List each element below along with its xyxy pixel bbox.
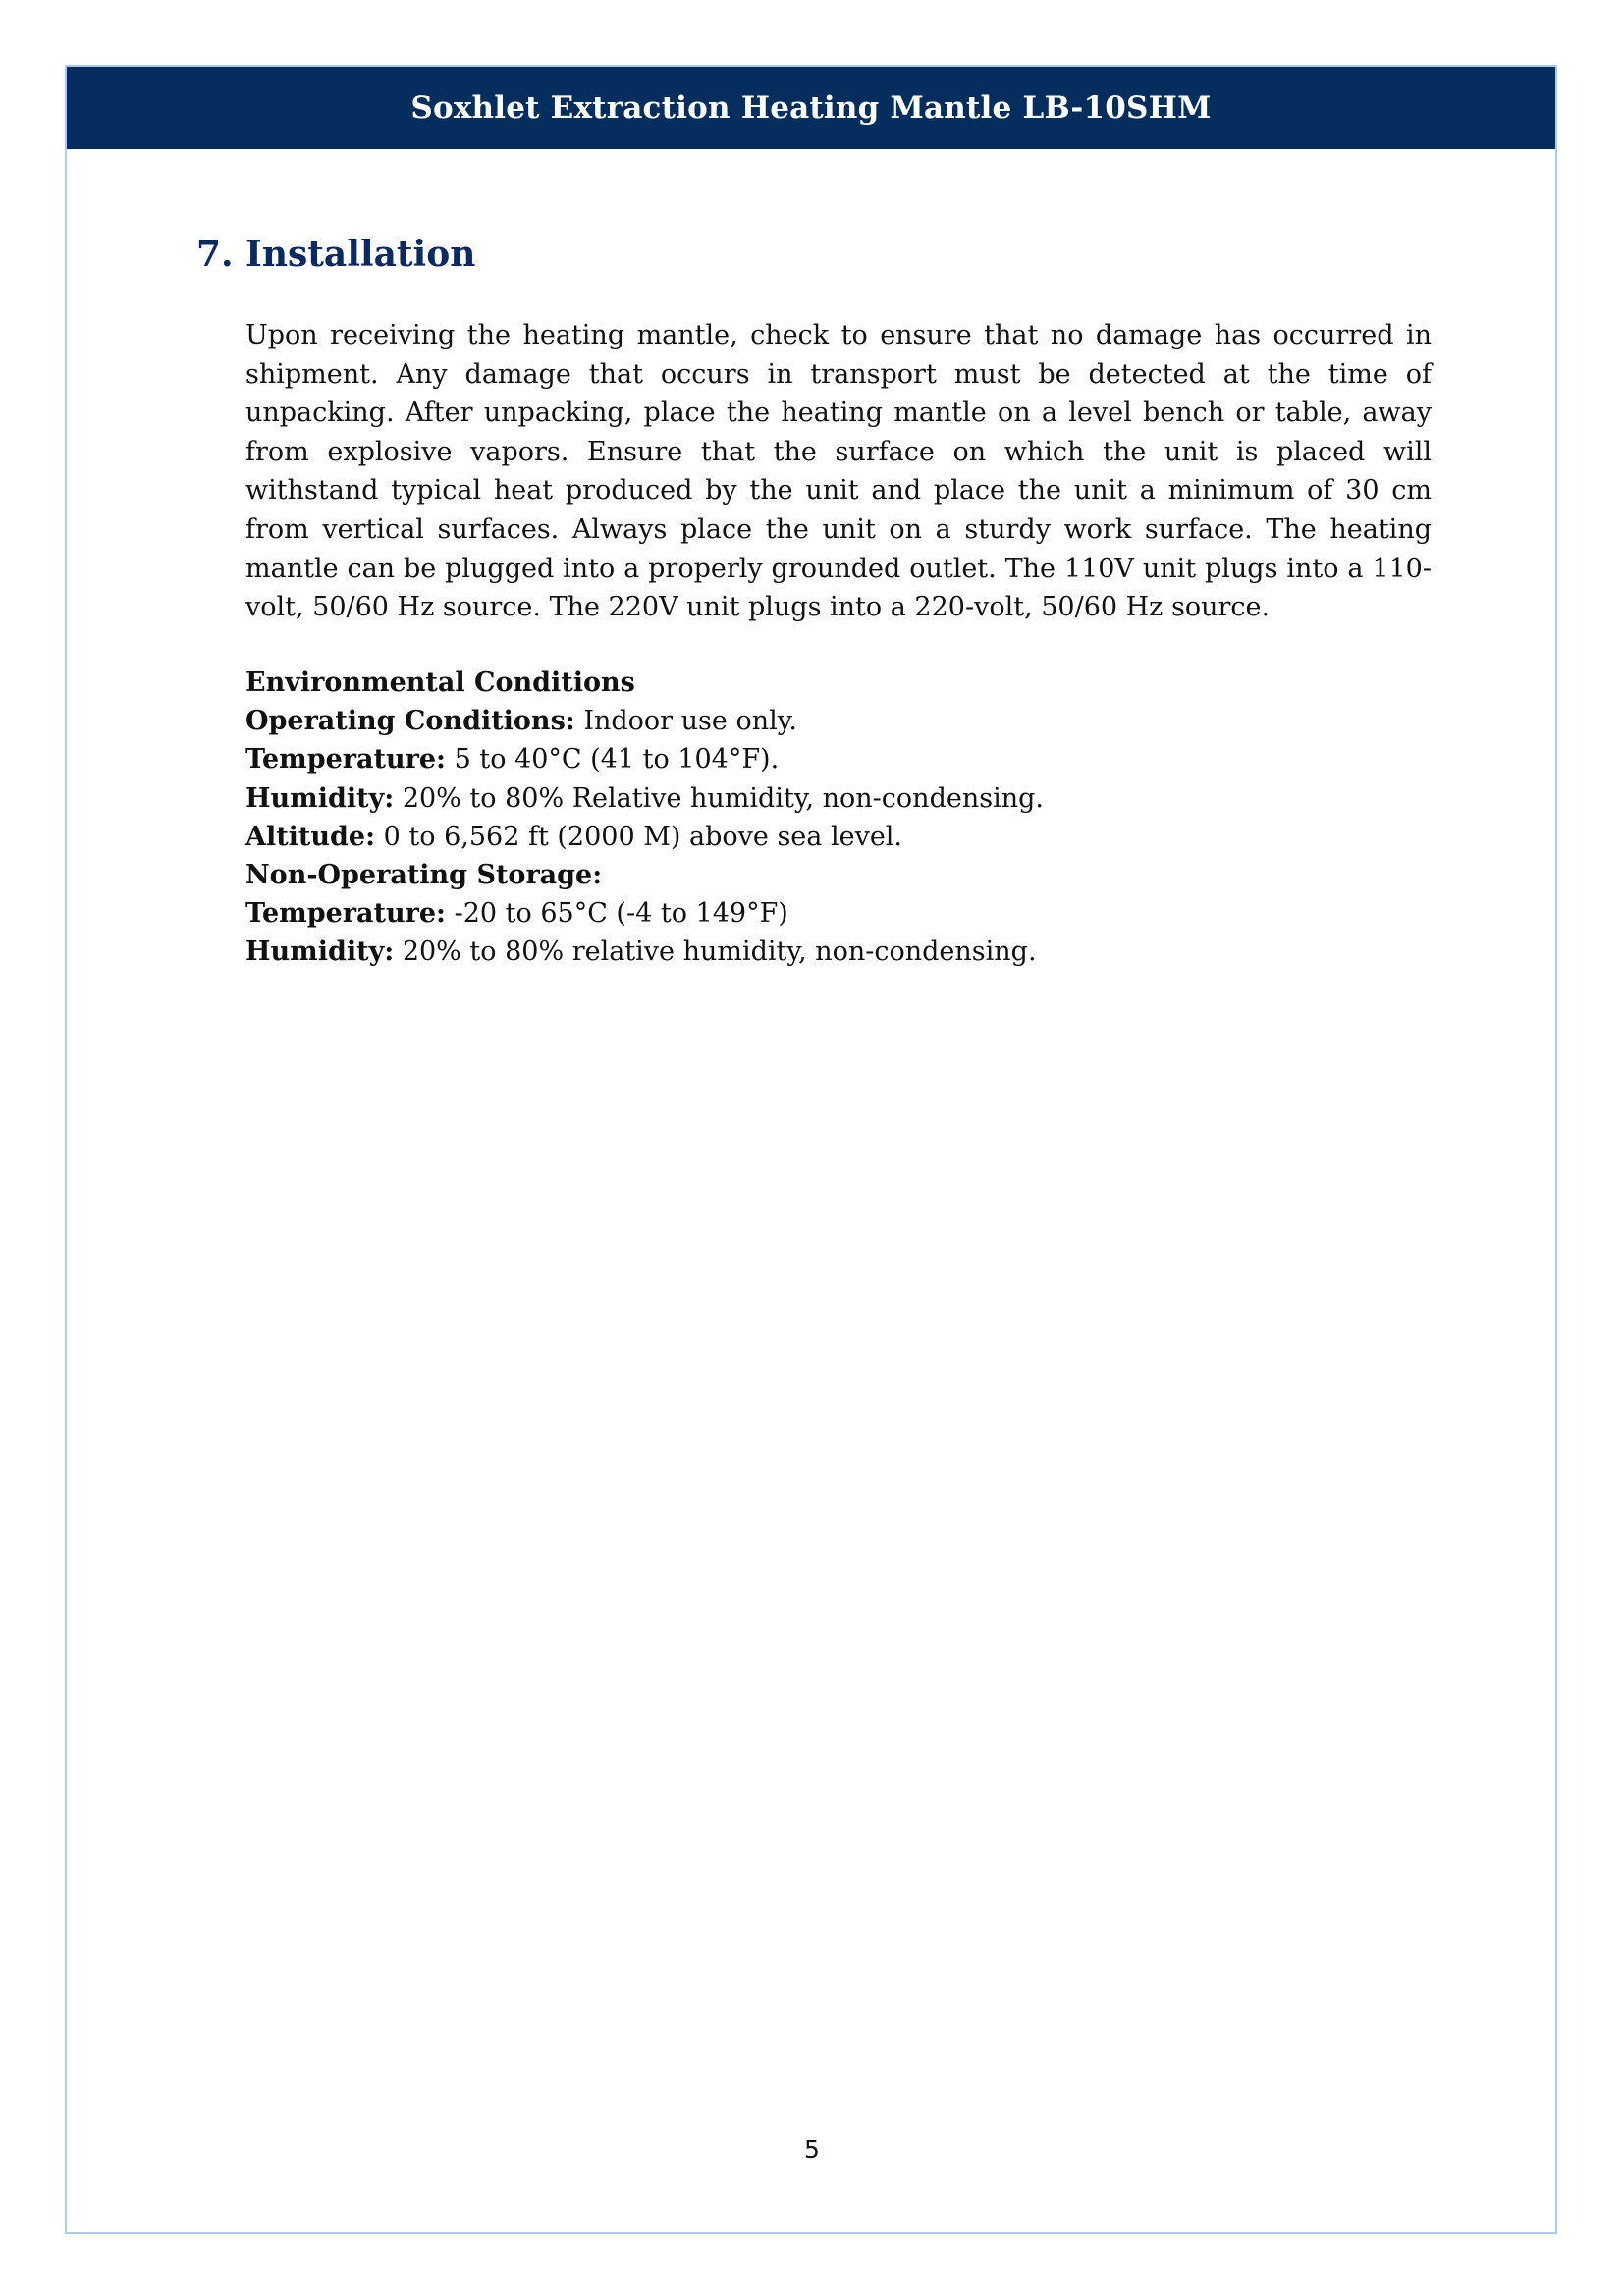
altitude-label: Altitude:	[245, 821, 376, 852]
section-title: Installation	[245, 234, 476, 275]
storage-humidity-value: 20% to 80% relative humidity, non-condensing.	[394, 936, 1037, 968]
operating-temperature-value: 5 to 40°C (41 to 104°F).	[446, 744, 780, 775]
storage-temperature-label: Temperature:	[245, 898, 446, 930]
installation-paragraph: Upon receiving the heating mantle, check to ensure that no damage has occurred in shipment. Any damage that occurs in transport must be detected at the time of unpacking. After unpacking, place the heating mantle on a level bench or table, away from explosive vapors. Ensure that the surface on which the unit is placed will withstand typical heat produced by the unit and place the unit a minimum of 30 cm from vertical surfaces. Always place the unit on a sturdy work surface. The heating mantle can be plugged into a properly grounded outlet. The 110V unit plugs into a 110-volt, 50/60 Hz source. The 220V unit plugs into a 220-volt, 50/60 Hz source.	[245, 320, 1432, 623]
storage-humidity-line	[245, 933, 1432, 971]
operating-temperature-label: Temperature:	[245, 744, 446, 775]
environmental-heading: Environmental Conditions	[245, 667, 635, 698]
header-bar	[67, 67, 1555, 149]
operating-humidity-label: Humidity:	[245, 782, 395, 814]
operating-conditions-label: Operating Conditions:	[245, 706, 575, 737]
storage-heading: Non-Operating Storage:	[245, 860, 603, 891]
environmental-conditions	[245, 664, 1432, 972]
operating-humidity-line	[245, 779, 1432, 818]
altitude-line	[245, 818, 1432, 856]
operating-temperature-line	[245, 740, 1432, 778]
storage-humidity-label: Humidity:	[245, 936, 395, 968]
section-heading	[196, 234, 475, 275]
operating-conditions-line	[245, 702, 1432, 740]
storage-temperature-value: -20 to 65°C (-4 to 149°F)	[446, 898, 788, 930]
page-number: 5	[804, 2135, 820, 2163]
operating-conditions-value: Indoor use only.	[574, 706, 797, 737]
storage-temperature-line	[245, 894, 1432, 933]
document-title: Soxhlet Extraction Heating Mantle LB-10SHM	[410, 90, 1212, 126]
altitude-value: 0 to 6,562 ft (2000 M) above sea level.	[375, 821, 903, 852]
operating-humidity-value: 20% to 80% Relative humidity, non-condensing.	[394, 782, 1044, 814]
section-number: 7.	[196, 234, 234, 275]
